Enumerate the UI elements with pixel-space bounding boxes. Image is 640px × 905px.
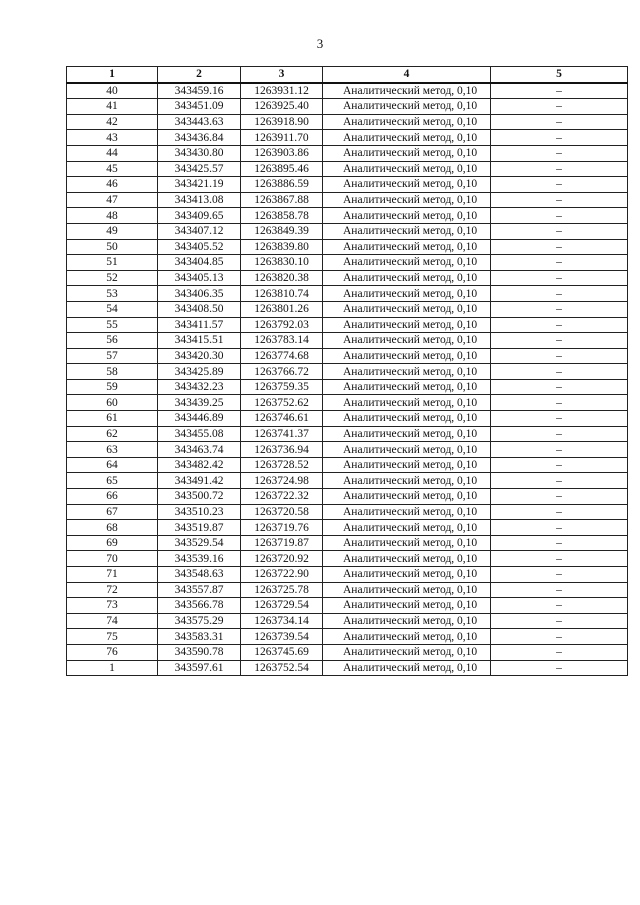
cell-note: – bbox=[491, 395, 628, 411]
cell-y-coordinate: 1263725.78 bbox=[241, 582, 323, 598]
cell-method-accuracy: Аналитический метод, 0,10 bbox=[323, 161, 491, 177]
table-row bbox=[67, 613, 628, 629]
cell-method-accuracy: Аналитический метод, 0,10 bbox=[323, 301, 491, 317]
cell-note: – bbox=[491, 426, 628, 442]
cell-method-accuracy: Аналитический метод, 0,10 bbox=[323, 426, 491, 442]
cell-point-number: 65 bbox=[67, 473, 158, 489]
cell-point-number: 42 bbox=[67, 114, 158, 130]
cell-method-accuracy: Аналитический метод, 0,10 bbox=[323, 208, 491, 224]
cell-y-coordinate: 1263752.54 bbox=[241, 660, 323, 676]
coordinates-table bbox=[66, 66, 628, 676]
cell-note: – bbox=[491, 582, 628, 598]
table-row bbox=[67, 489, 628, 505]
cell-point-number: 47 bbox=[67, 192, 158, 208]
cell-x-coordinate: 343590.78 bbox=[158, 644, 241, 660]
cell-note: – bbox=[491, 99, 628, 115]
table-row bbox=[67, 255, 628, 271]
cell-y-coordinate: 1263729.54 bbox=[241, 598, 323, 614]
cell-x-coordinate: 343439.25 bbox=[158, 395, 241, 411]
cell-x-coordinate: 343425.57 bbox=[158, 161, 241, 177]
cell-note: – bbox=[491, 364, 628, 380]
cell-x-coordinate: 343432.23 bbox=[158, 379, 241, 395]
cell-x-coordinate: 343566.78 bbox=[158, 598, 241, 614]
cell-method-accuracy: Аналитический метод, 0,10 bbox=[323, 457, 491, 473]
cell-point-number: 75 bbox=[67, 629, 158, 645]
cell-x-coordinate: 343420.30 bbox=[158, 348, 241, 364]
cell-y-coordinate: 1263925.40 bbox=[241, 99, 323, 115]
cell-y-coordinate: 1263724.98 bbox=[241, 473, 323, 489]
cell-y-coordinate: 1263722.90 bbox=[241, 567, 323, 583]
cell-y-coordinate: 1263739.54 bbox=[241, 629, 323, 645]
cell-point-number: 58 bbox=[67, 364, 158, 380]
cell-x-coordinate: 343413.08 bbox=[158, 192, 241, 208]
cell-y-coordinate: 1263810.74 bbox=[241, 286, 323, 302]
cell-point-number: 67 bbox=[67, 504, 158, 520]
cell-point-number: 45 bbox=[67, 161, 158, 177]
cell-method-accuracy: Аналитический метод, 0,10 bbox=[323, 660, 491, 676]
cell-y-coordinate: 1263783.14 bbox=[241, 333, 323, 349]
cell-y-coordinate: 1263746.61 bbox=[241, 411, 323, 427]
table-row bbox=[67, 130, 628, 146]
cell-y-coordinate: 1263820.38 bbox=[241, 270, 323, 286]
cell-x-coordinate: 343455.08 bbox=[158, 426, 241, 442]
cell-note: – bbox=[491, 177, 628, 193]
cell-method-accuracy: Аналитический метод, 0,10 bbox=[323, 223, 491, 239]
cell-note: – bbox=[491, 613, 628, 629]
table-row bbox=[67, 660, 628, 676]
cell-x-coordinate: 343436.84 bbox=[158, 130, 241, 146]
cell-method-accuracy: Аналитический метод, 0,10 bbox=[323, 239, 491, 255]
cell-y-coordinate: 1263759.35 bbox=[241, 379, 323, 395]
table-row bbox=[67, 504, 628, 520]
cell-method-accuracy: Аналитический метод, 0,10 bbox=[323, 177, 491, 193]
cell-y-coordinate: 1263774.68 bbox=[241, 348, 323, 364]
cell-x-coordinate: 343408.50 bbox=[158, 301, 241, 317]
cell-point-number: 60 bbox=[67, 395, 158, 411]
header-col-4: 4 bbox=[323, 67, 491, 83]
table-row bbox=[67, 161, 628, 177]
cell-note: – bbox=[491, 348, 628, 364]
cell-y-coordinate: 1263722.32 bbox=[241, 489, 323, 505]
table-row bbox=[67, 99, 628, 115]
cell-x-coordinate: 343406.35 bbox=[158, 286, 241, 302]
cell-note: – bbox=[491, 114, 628, 130]
table-row bbox=[67, 364, 628, 380]
cell-point-number: 69 bbox=[67, 535, 158, 551]
cell-method-accuracy: Аналитический метод, 0,10 bbox=[323, 99, 491, 115]
cell-point-number: 57 bbox=[67, 348, 158, 364]
cell-x-coordinate: 343415.51 bbox=[158, 333, 241, 349]
cell-note: – bbox=[491, 520, 628, 536]
cell-point-number: 44 bbox=[67, 145, 158, 161]
cell-method-accuracy: Аналитический метод, 0,10 bbox=[323, 489, 491, 505]
cell-point-number: 64 bbox=[67, 457, 158, 473]
table-row bbox=[67, 286, 628, 302]
table-row bbox=[67, 629, 628, 645]
cell-method-accuracy: Аналитический метод, 0,10 bbox=[323, 473, 491, 489]
table-row bbox=[67, 145, 628, 161]
cell-point-number: 74 bbox=[67, 613, 158, 629]
table-row bbox=[67, 379, 628, 395]
table-row bbox=[67, 567, 628, 583]
cell-y-coordinate: 1263849.39 bbox=[241, 223, 323, 239]
table-row bbox=[67, 348, 628, 364]
cell-y-coordinate: 1263830.10 bbox=[241, 255, 323, 271]
cell-point-number: 46 bbox=[67, 177, 158, 193]
cell-point-number: 76 bbox=[67, 644, 158, 660]
cell-point-number: 61 bbox=[67, 411, 158, 427]
cell-x-coordinate: 343405.52 bbox=[158, 239, 241, 255]
cell-method-accuracy: Аналитический метод, 0,10 bbox=[323, 145, 491, 161]
cell-point-number: 63 bbox=[67, 442, 158, 458]
cell-method-accuracy: Аналитический метод, 0,10 bbox=[323, 567, 491, 583]
cell-method-accuracy: Аналитический метод, 0,10 bbox=[323, 582, 491, 598]
cell-note: – bbox=[491, 644, 628, 660]
cell-note: – bbox=[491, 255, 628, 271]
cell-method-accuracy: Аналитический метод, 0,10 bbox=[323, 442, 491, 458]
cell-x-coordinate: 343463.74 bbox=[158, 442, 241, 458]
cell-y-coordinate: 1263752.62 bbox=[241, 395, 323, 411]
cell-x-coordinate: 343421.19 bbox=[158, 177, 241, 193]
cell-note: – bbox=[491, 504, 628, 520]
cell-x-coordinate: 343500.72 bbox=[158, 489, 241, 505]
cell-point-number: 52 bbox=[67, 270, 158, 286]
cell-method-accuracy: Аналитический метод, 0,10 bbox=[323, 192, 491, 208]
table-row bbox=[67, 598, 628, 614]
cell-y-coordinate: 1263736.94 bbox=[241, 442, 323, 458]
cell-x-coordinate: 343529.54 bbox=[158, 535, 241, 551]
table-row bbox=[67, 301, 628, 317]
table-row bbox=[67, 270, 628, 286]
cell-point-number: 54 bbox=[67, 301, 158, 317]
cell-note: – bbox=[491, 301, 628, 317]
cell-point-number: 40 bbox=[67, 83, 158, 99]
cell-method-accuracy: Аналитический метод, 0,10 bbox=[323, 411, 491, 427]
cell-point-number: 66 bbox=[67, 489, 158, 505]
cell-x-coordinate: 343575.29 bbox=[158, 613, 241, 629]
cell-y-coordinate: 1263719.76 bbox=[241, 520, 323, 536]
table-row bbox=[67, 177, 628, 193]
cell-point-number: 68 bbox=[67, 520, 158, 536]
cell-note: – bbox=[491, 598, 628, 614]
cell-note: – bbox=[491, 208, 628, 224]
cell-y-coordinate: 1263931.12 bbox=[241, 83, 323, 99]
cell-y-coordinate: 1263734.14 bbox=[241, 613, 323, 629]
cell-y-coordinate: 1263766.72 bbox=[241, 364, 323, 380]
table-row bbox=[67, 473, 628, 489]
cell-x-coordinate: 343443.63 bbox=[158, 114, 241, 130]
cell-note: – bbox=[491, 161, 628, 177]
cell-note: – bbox=[491, 270, 628, 286]
header-col-2: 2 bbox=[158, 67, 241, 83]
cell-method-accuracy: Аналитический метод, 0,10 bbox=[323, 613, 491, 629]
cell-method-accuracy: Аналитический метод, 0,10 bbox=[323, 504, 491, 520]
cell-note: – bbox=[491, 130, 628, 146]
cell-method-accuracy: Аналитический метод, 0,10 bbox=[323, 551, 491, 567]
cell-method-accuracy: Аналитический метод, 0,10 bbox=[323, 395, 491, 411]
cell-note: – bbox=[491, 83, 628, 99]
cell-note: – bbox=[491, 145, 628, 161]
cell-x-coordinate: 343430.80 bbox=[158, 145, 241, 161]
cell-y-coordinate: 1263911.70 bbox=[241, 130, 323, 146]
cell-x-coordinate: 343491.42 bbox=[158, 473, 241, 489]
table-row bbox=[67, 426, 628, 442]
cell-y-coordinate: 1263858.78 bbox=[241, 208, 323, 224]
cell-x-coordinate: 343583.31 bbox=[158, 629, 241, 645]
table-row bbox=[67, 223, 628, 239]
cell-point-number: 49 bbox=[67, 223, 158, 239]
cell-x-coordinate: 343451.09 bbox=[158, 99, 241, 115]
cell-note: – bbox=[491, 286, 628, 302]
cell-note: – bbox=[491, 223, 628, 239]
table-row bbox=[67, 114, 628, 130]
cell-y-coordinate: 1263719.87 bbox=[241, 535, 323, 551]
cell-method-accuracy: Аналитический метод, 0,10 bbox=[323, 520, 491, 536]
cell-x-coordinate: 343597.61 bbox=[158, 660, 241, 676]
cell-y-coordinate: 1263720.58 bbox=[241, 504, 323, 520]
cell-note: – bbox=[491, 489, 628, 505]
cell-x-coordinate: 343411.57 bbox=[158, 317, 241, 333]
cell-point-number: 50 bbox=[67, 239, 158, 255]
cell-point-number: 41 bbox=[67, 99, 158, 115]
cell-note: – bbox=[491, 551, 628, 567]
cell-x-coordinate: 343459.16 bbox=[158, 83, 241, 99]
header-col-1: 1 bbox=[67, 67, 158, 83]
cell-x-coordinate: 343409.65 bbox=[158, 208, 241, 224]
cell-x-coordinate: 343519.87 bbox=[158, 520, 241, 536]
cell-note: – bbox=[491, 411, 628, 427]
cell-x-coordinate: 343425.89 bbox=[158, 364, 241, 380]
cell-method-accuracy: Аналитический метод, 0,10 bbox=[323, 644, 491, 660]
cell-point-number: 72 bbox=[67, 582, 158, 598]
table-row bbox=[67, 239, 628, 255]
cell-point-number: 71 bbox=[67, 567, 158, 583]
cell-method-accuracy: Аналитический метод, 0,10 bbox=[323, 629, 491, 645]
table-row bbox=[67, 83, 628, 99]
cell-point-number: 70 bbox=[67, 551, 158, 567]
cell-x-coordinate: 343446.89 bbox=[158, 411, 241, 427]
cell-method-accuracy: Аналитический метод, 0,10 bbox=[323, 598, 491, 614]
cell-note: – bbox=[491, 192, 628, 208]
cell-y-coordinate: 1263918.90 bbox=[241, 114, 323, 130]
cell-x-coordinate: 343407.12 bbox=[158, 223, 241, 239]
cell-x-coordinate: 343482.42 bbox=[158, 457, 241, 473]
cell-note: – bbox=[491, 473, 628, 489]
page-number: 3 bbox=[316, 36, 324, 51]
cell-method-accuracy: Аналитический метод, 0,10 bbox=[323, 130, 491, 146]
cell-note: – bbox=[491, 442, 628, 458]
cell-method-accuracy: Аналитический метод, 0,10 bbox=[323, 379, 491, 395]
cell-x-coordinate: 343405.13 bbox=[158, 270, 241, 286]
cell-y-coordinate: 1263720.92 bbox=[241, 551, 323, 567]
cell-point-number: 73 bbox=[67, 598, 158, 614]
cell-y-coordinate: 1263801.26 bbox=[241, 301, 323, 317]
cell-y-coordinate: 1263792.03 bbox=[241, 317, 323, 333]
cell-y-coordinate: 1263903.86 bbox=[241, 145, 323, 161]
cell-point-number: 55 bbox=[67, 317, 158, 333]
table-row bbox=[67, 535, 628, 551]
cell-y-coordinate: 1263728.52 bbox=[241, 457, 323, 473]
cell-point-number: 43 bbox=[67, 130, 158, 146]
cell-method-accuracy: Аналитический метод, 0,10 bbox=[323, 317, 491, 333]
cell-note: – bbox=[491, 535, 628, 551]
cell-point-number: 53 bbox=[67, 286, 158, 302]
cell-point-number: 59 bbox=[67, 379, 158, 395]
cell-method-accuracy: Аналитический метод, 0,10 bbox=[323, 286, 491, 302]
cell-method-accuracy: Аналитический метод, 0,10 bbox=[323, 83, 491, 99]
table-row bbox=[67, 192, 628, 208]
table-row bbox=[67, 395, 628, 411]
cell-x-coordinate: 343539.16 bbox=[158, 551, 241, 567]
cell-note: – bbox=[491, 379, 628, 395]
cell-note: – bbox=[491, 239, 628, 255]
cell-y-coordinate: 1263895.46 bbox=[241, 161, 323, 177]
header-row bbox=[67, 67, 628, 83]
cell-note: – bbox=[491, 629, 628, 645]
table-row bbox=[67, 411, 628, 427]
cell-y-coordinate: 1263741.37 bbox=[241, 426, 323, 442]
cell-method-accuracy: Аналитический метод, 0,10 bbox=[323, 114, 491, 130]
header-col-5: 5 bbox=[491, 67, 628, 83]
cell-method-accuracy: Аналитический метод, 0,10 bbox=[323, 255, 491, 271]
table-row bbox=[67, 208, 628, 224]
cell-point-number: 56 bbox=[67, 333, 158, 349]
cell-x-coordinate: 343548.63 bbox=[158, 567, 241, 583]
table-header bbox=[67, 67, 628, 83]
cell-method-accuracy: Аналитический метод, 0,10 bbox=[323, 348, 491, 364]
cell-method-accuracy: Аналитический метод, 0,10 bbox=[323, 270, 491, 286]
table-row bbox=[67, 644, 628, 660]
table-row bbox=[67, 457, 628, 473]
header-col-3: 3 bbox=[241, 67, 323, 83]
cell-y-coordinate: 1263745.69 bbox=[241, 644, 323, 660]
table-row bbox=[67, 520, 628, 536]
cell-y-coordinate: 1263886.59 bbox=[241, 177, 323, 193]
cell-y-coordinate: 1263839.80 bbox=[241, 239, 323, 255]
cell-note: – bbox=[491, 660, 628, 676]
cell-x-coordinate: 343510.23 bbox=[158, 504, 241, 520]
cell-note: – bbox=[491, 317, 628, 333]
cell-x-coordinate: 343557.87 bbox=[158, 582, 241, 598]
cell-note: – bbox=[491, 333, 628, 349]
cell-point-number: 1 bbox=[67, 660, 158, 676]
cell-x-coordinate: 343404.85 bbox=[158, 255, 241, 271]
cell-point-number: 62 bbox=[67, 426, 158, 442]
cell-method-accuracy: Аналитический метод, 0,10 bbox=[323, 333, 491, 349]
table-row bbox=[67, 442, 628, 458]
table-row bbox=[67, 333, 628, 349]
table-row bbox=[67, 551, 628, 567]
table-row bbox=[67, 317, 628, 333]
cell-method-accuracy: Аналитический метод, 0,10 bbox=[323, 535, 491, 551]
cell-point-number: 48 bbox=[67, 208, 158, 224]
table-row bbox=[67, 582, 628, 598]
cell-note: – bbox=[491, 457, 628, 473]
cell-point-number: 51 bbox=[67, 255, 158, 271]
table-body bbox=[67, 83, 628, 676]
cell-note: – bbox=[491, 567, 628, 583]
cell-method-accuracy: Аналитический метод, 0,10 bbox=[323, 364, 491, 380]
cell-y-coordinate: 1263867.88 bbox=[241, 192, 323, 208]
